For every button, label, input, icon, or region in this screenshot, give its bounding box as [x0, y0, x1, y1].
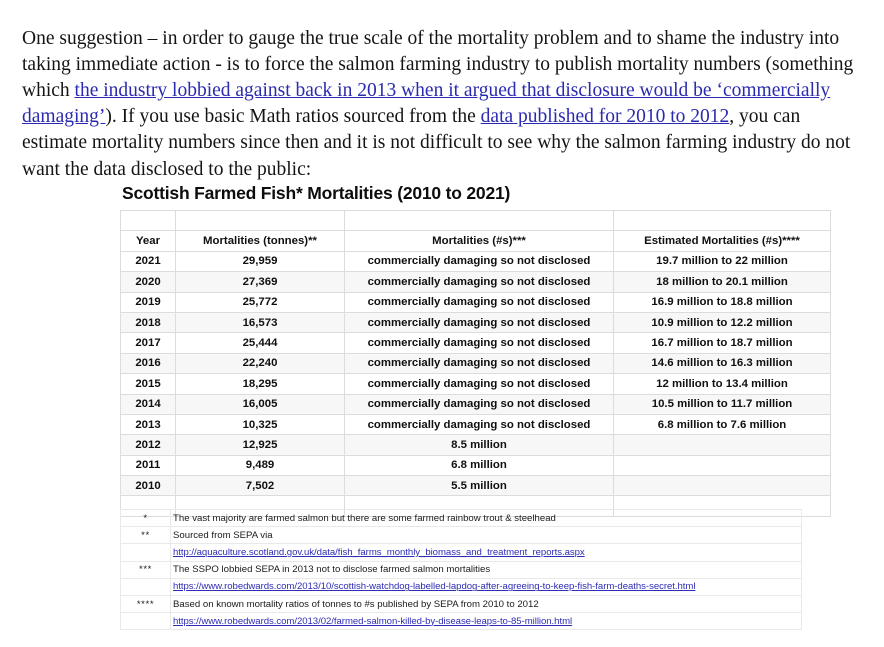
cell-tonnes: 16,005	[176, 394, 345, 414]
cell-nums: 5.5 million	[345, 476, 614, 496]
footnote-text-cell: The vast majority are farmed salmon but there are some farmed rainbow trout & steelhead	[171, 510, 802, 527]
footnotes-table	[120, 509, 802, 630]
cell-year: 2014	[121, 394, 176, 414]
footnote-marker: ***	[121, 561, 171, 578]
footnote-link[interactable]: https://www.robedwards.com/2013/10/scottish-watchdog-labelled-lapdog-after-agreeing-to-keep-fish-farm-deaths-secret.html	[173, 581, 696, 593]
cell-year: 2018	[121, 312, 176, 332]
cell-year: 2015	[121, 374, 176, 394]
footnote-row	[121, 527, 802, 544]
table-title: Scottish Farmed Fish* Mortalities (2010 to 2021)	[122, 183, 511, 203]
footnote-marker: ****	[121, 595, 171, 612]
table-row	[121, 333, 831, 353]
cell-tonnes: 9,489	[176, 455, 345, 475]
cell-nums: commercially damaging so not disclosed	[345, 292, 614, 312]
cell-tonnes: 7,502	[176, 476, 345, 496]
footnote-text-cell: Based on known mortality ratios of tonnes to #s published by SEPA from 2010 to 2012	[171, 595, 802, 612]
column-header-nums: Mortalities (#s)***	[345, 231, 614, 251]
table-row	[121, 374, 831, 394]
footnote-text-cell: The SSPO lobbied SEPA in 2013 not to disclose farmed salmon mortalities	[171, 561, 802, 578]
mortalities-table-block	[120, 176, 804, 517]
spacer-cell	[121, 211, 176, 231]
footnote-marker	[121, 578, 171, 595]
cell-est: 18 million to 20.1 million	[614, 272, 831, 292]
cell-year: 2011	[121, 455, 176, 475]
footnote-marker	[121, 544, 171, 561]
table-row	[121, 312, 831, 332]
footnote-row	[121, 561, 802, 578]
table-row	[121, 435, 831, 455]
footnote-text-cell: Sourced from SEPA via	[171, 527, 802, 544]
cell-nums: commercially damaging so not disclosed	[345, 353, 614, 373]
cell-nums: commercially damaging so not disclosed	[345, 374, 614, 394]
cell-est: 16.9 million to 18.8 million	[614, 292, 831, 312]
table-spacer-row-top	[121, 211, 831, 231]
footnote-row	[121, 578, 802, 595]
mortalities-table-body	[121, 211, 831, 517]
column-header-tonnes: Mortalities (tonnes)**	[176, 231, 345, 251]
spacer-cell	[345, 211, 614, 231]
cell-est: 10.9 million to 12.2 million	[614, 312, 831, 332]
paragraph-segment-2: ). If you use basic Math ratios sourced from the	[105, 106, 481, 128]
cell-year: 2020	[121, 272, 176, 292]
footnotes-block	[120, 509, 804, 630]
cell-tonnes: 22,240	[176, 353, 345, 373]
cell-nums: commercially damaging so not disclosed	[345, 251, 614, 271]
cell-year: 2019	[121, 292, 176, 312]
spacer-cell	[614, 211, 831, 231]
cell-year: 2017	[121, 333, 176, 353]
footnote-link[interactable]: http://aquaculture.scotland.gov.uk/data/fish_farms_monthly_biomass_and_treatment_reports.aspx	[173, 546, 585, 558]
cell-nums: 6.8 million	[345, 455, 614, 475]
column-header-year: Year	[121, 231, 176, 251]
cell-est	[614, 476, 831, 496]
footnote-row	[121, 544, 802, 561]
cell-est: 12 million to 13.4 million	[614, 374, 831, 394]
cell-est: 10.5 million to 11.7 million	[614, 394, 831, 414]
cell-year: 2013	[121, 414, 176, 434]
footnote-row	[121, 510, 802, 527]
cell-tonnes: 12,925	[176, 435, 345, 455]
spacer-cell	[176, 211, 345, 231]
cell-tonnes: 29,959	[176, 251, 345, 271]
footnote-text-cell	[171, 613, 802, 630]
paragraph-segment-3: , you can estimate mortality numbers since then and it is not difficult to see why the salmon farming industry do not want the data disclosed to the public:	[22, 106, 851, 180]
mortalities-table	[120, 210, 831, 517]
cell-est: 19.7 million to 22 million	[614, 251, 831, 271]
link-data-published[interactable]: data published for 2010 to 2012	[480, 106, 730, 128]
footnote-text-cell	[171, 544, 802, 561]
table-row	[121, 394, 831, 414]
intro-paragraph	[22, 26, 867, 183]
cell-est	[614, 455, 831, 475]
table-row	[121, 455, 831, 475]
cell-year: 2021	[121, 251, 176, 271]
table-row	[121, 292, 831, 312]
cell-nums: commercially damaging so not disclosed	[345, 312, 614, 332]
cell-tonnes: 27,369	[176, 272, 345, 292]
footnote-row	[121, 613, 802, 630]
footnote-text-cell	[171, 578, 802, 595]
cell-year: 2010	[121, 476, 176, 496]
cell-nums: commercially damaging so not disclosed	[345, 333, 614, 353]
cell-year: 2016	[121, 353, 176, 373]
cell-tonnes: 10,325	[176, 414, 345, 434]
table-row	[121, 476, 831, 496]
table-row	[121, 414, 831, 434]
cell-tonnes: 25,772	[176, 292, 345, 312]
table-row	[121, 251, 831, 271]
footnote-marker	[121, 613, 171, 630]
cell-nums: commercially damaging so not disclosed	[345, 414, 614, 434]
table-row	[121, 272, 831, 292]
cell-est	[614, 435, 831, 455]
link-industry-lobbied[interactable]: the industry lobbied against back in 2013 when it argued that disclosure would be ‘commercially damaging’	[22, 79, 831, 128]
column-header-est: Estimated Mortalities (#s)****	[614, 231, 831, 251]
table-header-row	[121, 231, 831, 251]
footnote-row	[121, 595, 802, 612]
cell-nums: commercially damaging so not disclosed	[345, 394, 614, 414]
cell-year: 2012	[121, 435, 176, 455]
footnote-marker: *	[121, 510, 171, 527]
footnote-marker: **	[121, 527, 171, 544]
table-row	[121, 353, 831, 373]
cell-nums: 8.5 million	[345, 435, 614, 455]
cell-est: 6.8 million to 7.6 million	[614, 414, 831, 434]
paragraph-segment-1: One suggestion – in order to gauge the true scale of the mortality problem and to shame the industry into taking immediate action - is to force the salmon farming industry to publish mortality numbers (something which	[22, 27, 854, 101]
footnote-link[interactable]: https://www.robedwards.com/2013/02/farmed-salmon-killed-by-disease-leaps-to-85-million.html	[173, 615, 573, 627]
footnotes-table-body	[121, 510, 802, 630]
cell-tonnes: 25,444	[176, 333, 345, 353]
cell-nums: commercially damaging so not disclosed	[345, 272, 614, 292]
cell-tonnes: 18,295	[176, 374, 345, 394]
cell-est: 16.7 million to 18.7 million	[614, 333, 831, 353]
cell-tonnes: 16,573	[176, 312, 345, 332]
cell-est: 14.6 million to 16.3 million	[614, 353, 831, 373]
